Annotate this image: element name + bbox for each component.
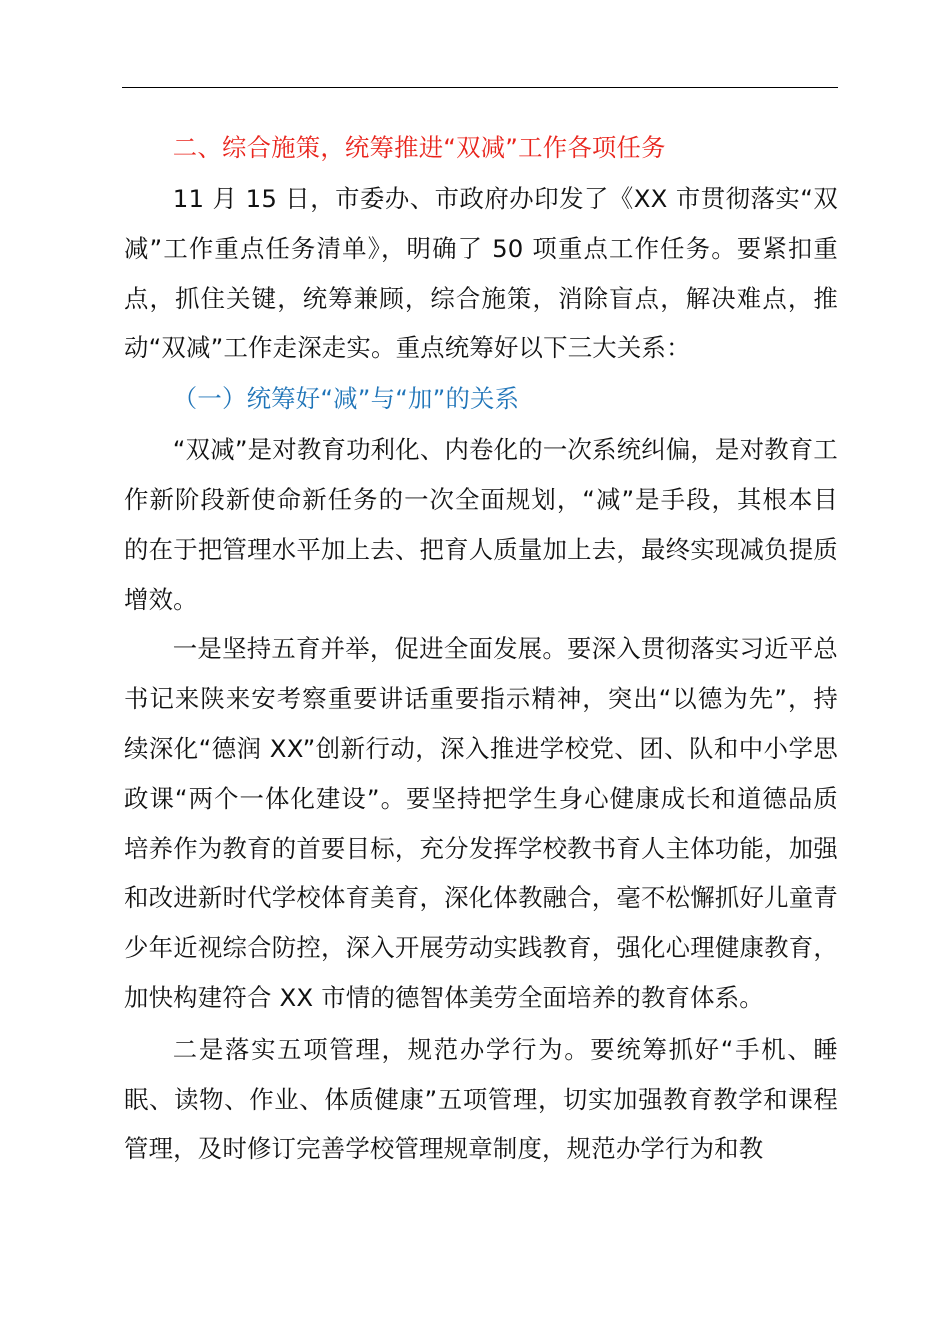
header-rule — [122, 87, 838, 88]
section-heading: 二、综合施策，统筹推进“双减”工作各项任务 — [172, 133, 666, 162]
point-one-paragraph: 一是坚持五育并举，促进全面发展。要深入贯彻落实习近平总书记来陕来安考察重要讲话重要指示精神，突出“以德为先”，持续深化“德润 XX”创新行动，深入推进学校党、团、队和中小学思政课“两个一体化建设”。要坚持把学生身心健康成长和道德品质培养作为教育的首要目标，充分发挥学校教书育人主体功能，加强和改进新时代学校体育美育，深化体教融合，毫不松懈抓好儿童青少年近视综合防控，深入开展劳动实践教育，强化心理健康教育，加快构建符合 XX 市情的德智体美劳全面培养的教育体系。 — [124, 634, 838, 1012]
point-two-paragraph: 二是落实五项管理，规范办学行为。要统筹抓好“手机、睡眠、读物、作业、体质健康”五项管理，切实加强教育教学和课程管理，及时修订完善学校管理规章制度，规范办学行为和教 — [124, 1034, 838, 1164]
intro-paragraph: 11 月 15 日，市委办、市政府办印发了《XX 市贯彻落实“双减”工作重点任务清单》，明确了 50 项重点工作任务。要紧扣重点，抓住关键，统筹兼顾，综合施策，消除盲点，解决难点，推动“双减”工作走深走实。重点统筹好以下三大关系： — [124, 184, 838, 363]
sub-heading: （一）统筹好“减”与“加”的关系 — [172, 384, 520, 414]
reduce-add-paragraph: “双减”是对教育功利化、内卷化的一次系统纠偏，是对教育工作新阶段新使命新任务的一次全面规划，“减”是手段，其根本目的在于把管理水平加上去、把育人质量加上去，最终实现减负提质增效。 — [124, 435, 838, 614]
document-body — [124, 122, 838, 1174]
